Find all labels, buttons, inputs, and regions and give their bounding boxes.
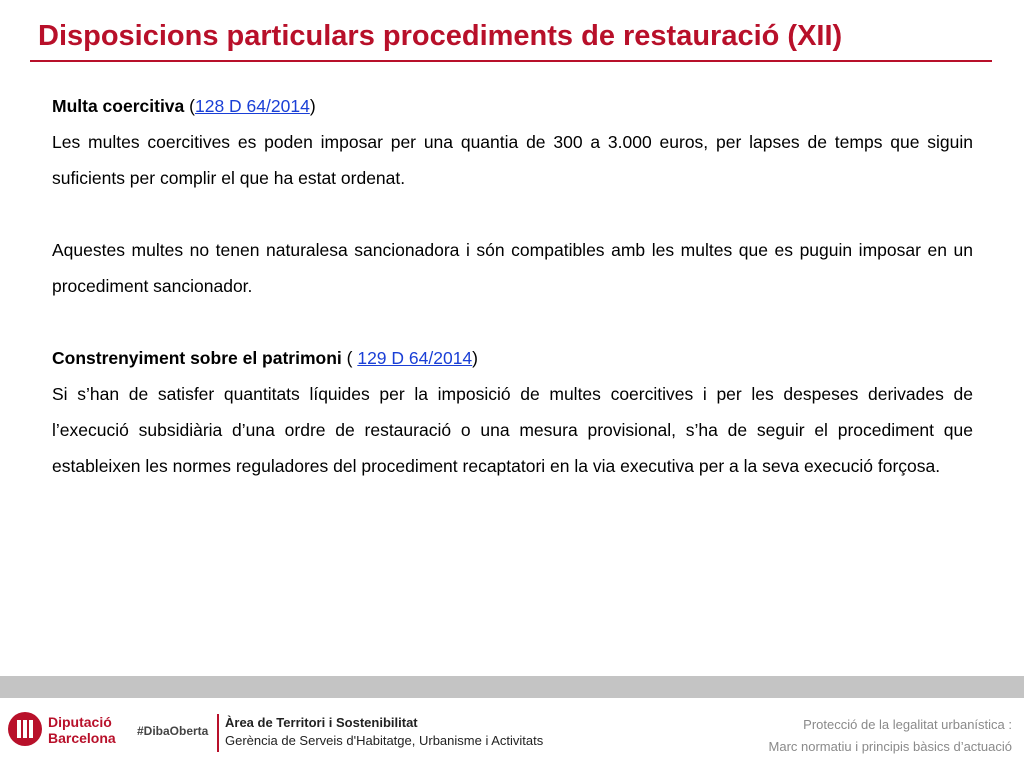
spacer (52, 304, 973, 340)
subject-line-2: Marc normatiu i principis bàsics d’actuació (768, 739, 1012, 754)
hashtag: #DibaOberta (137, 724, 209, 738)
multa-article-link[interactable]: 128 D 64/2014 (194, 96, 310, 116)
footer-band (0, 676, 1024, 698)
logo-line-1: Diputació (48, 714, 112, 730)
spacer (52, 196, 973, 232)
presentation-subject (769, 714, 1012, 758)
multa-close-paren: ) (309, 96, 316, 116)
diputacio-logo-text (48, 714, 116, 746)
constrenyiment-heading-line (52, 340, 973, 376)
page-title: Disposicions particulars procediments de restauració (XII) (38, 20, 843, 52)
area-title: Àrea de Territori i Sostenibilitat (225, 715, 418, 730)
constrenyiment-heading: Constrenyiment sobre el patrimoni (52, 348, 342, 368)
multa-paragraph-1: Les multes coercitives es poden imposar per una quantia de 300 a 3.000 euros, per lapses de temps que siguin suficients per complir el que ha estat ordenat. (52, 132, 973, 188)
footer (0, 698, 1024, 768)
logo-line-2: Barcelona (48, 730, 116, 746)
title-divider (30, 60, 992, 62)
footer-divider (217, 714, 219, 752)
multa-open-paren: ( (184, 96, 195, 116)
slide-content (52, 88, 973, 484)
multa-heading-line (52, 88, 973, 124)
constrenyiment-close-paren: ) (472, 348, 478, 368)
constrenyiment-paragraph-1: Si s’han de satisfer quantitats líquides per la imposició de multes coercitives i per les despeses derivades de l’execució subsidiària d’una ordre de restauració o una mesura provisional, s’ha de seguir el procediment que estableixen les normes reguladores del procediment recaptatori en la via executiva per a la seva execució forçosa. (52, 384, 973, 476)
area-subtitle: Gerència de Serveis d'Habitatge, Urbanisme i Activitats (225, 733, 544, 748)
area-info (225, 714, 543, 750)
multa-heading: Multa coercitiva (52, 96, 185, 116)
subject-line-1: Protecció de la legalitat urbanística : (803, 717, 1012, 732)
diputacio-logo-icon (8, 712, 42, 746)
multa-paragraph-2: Aquestes multes no tenen naturalesa sancionadora i són compatibles amb les multes que es puguin imposar en un procediment sancionador. (52, 240, 973, 296)
constrenyiment-article-link[interactable]: 129 D 64/2014 (357, 348, 473, 368)
constrenyiment-open-paren: ( (341, 348, 358, 368)
